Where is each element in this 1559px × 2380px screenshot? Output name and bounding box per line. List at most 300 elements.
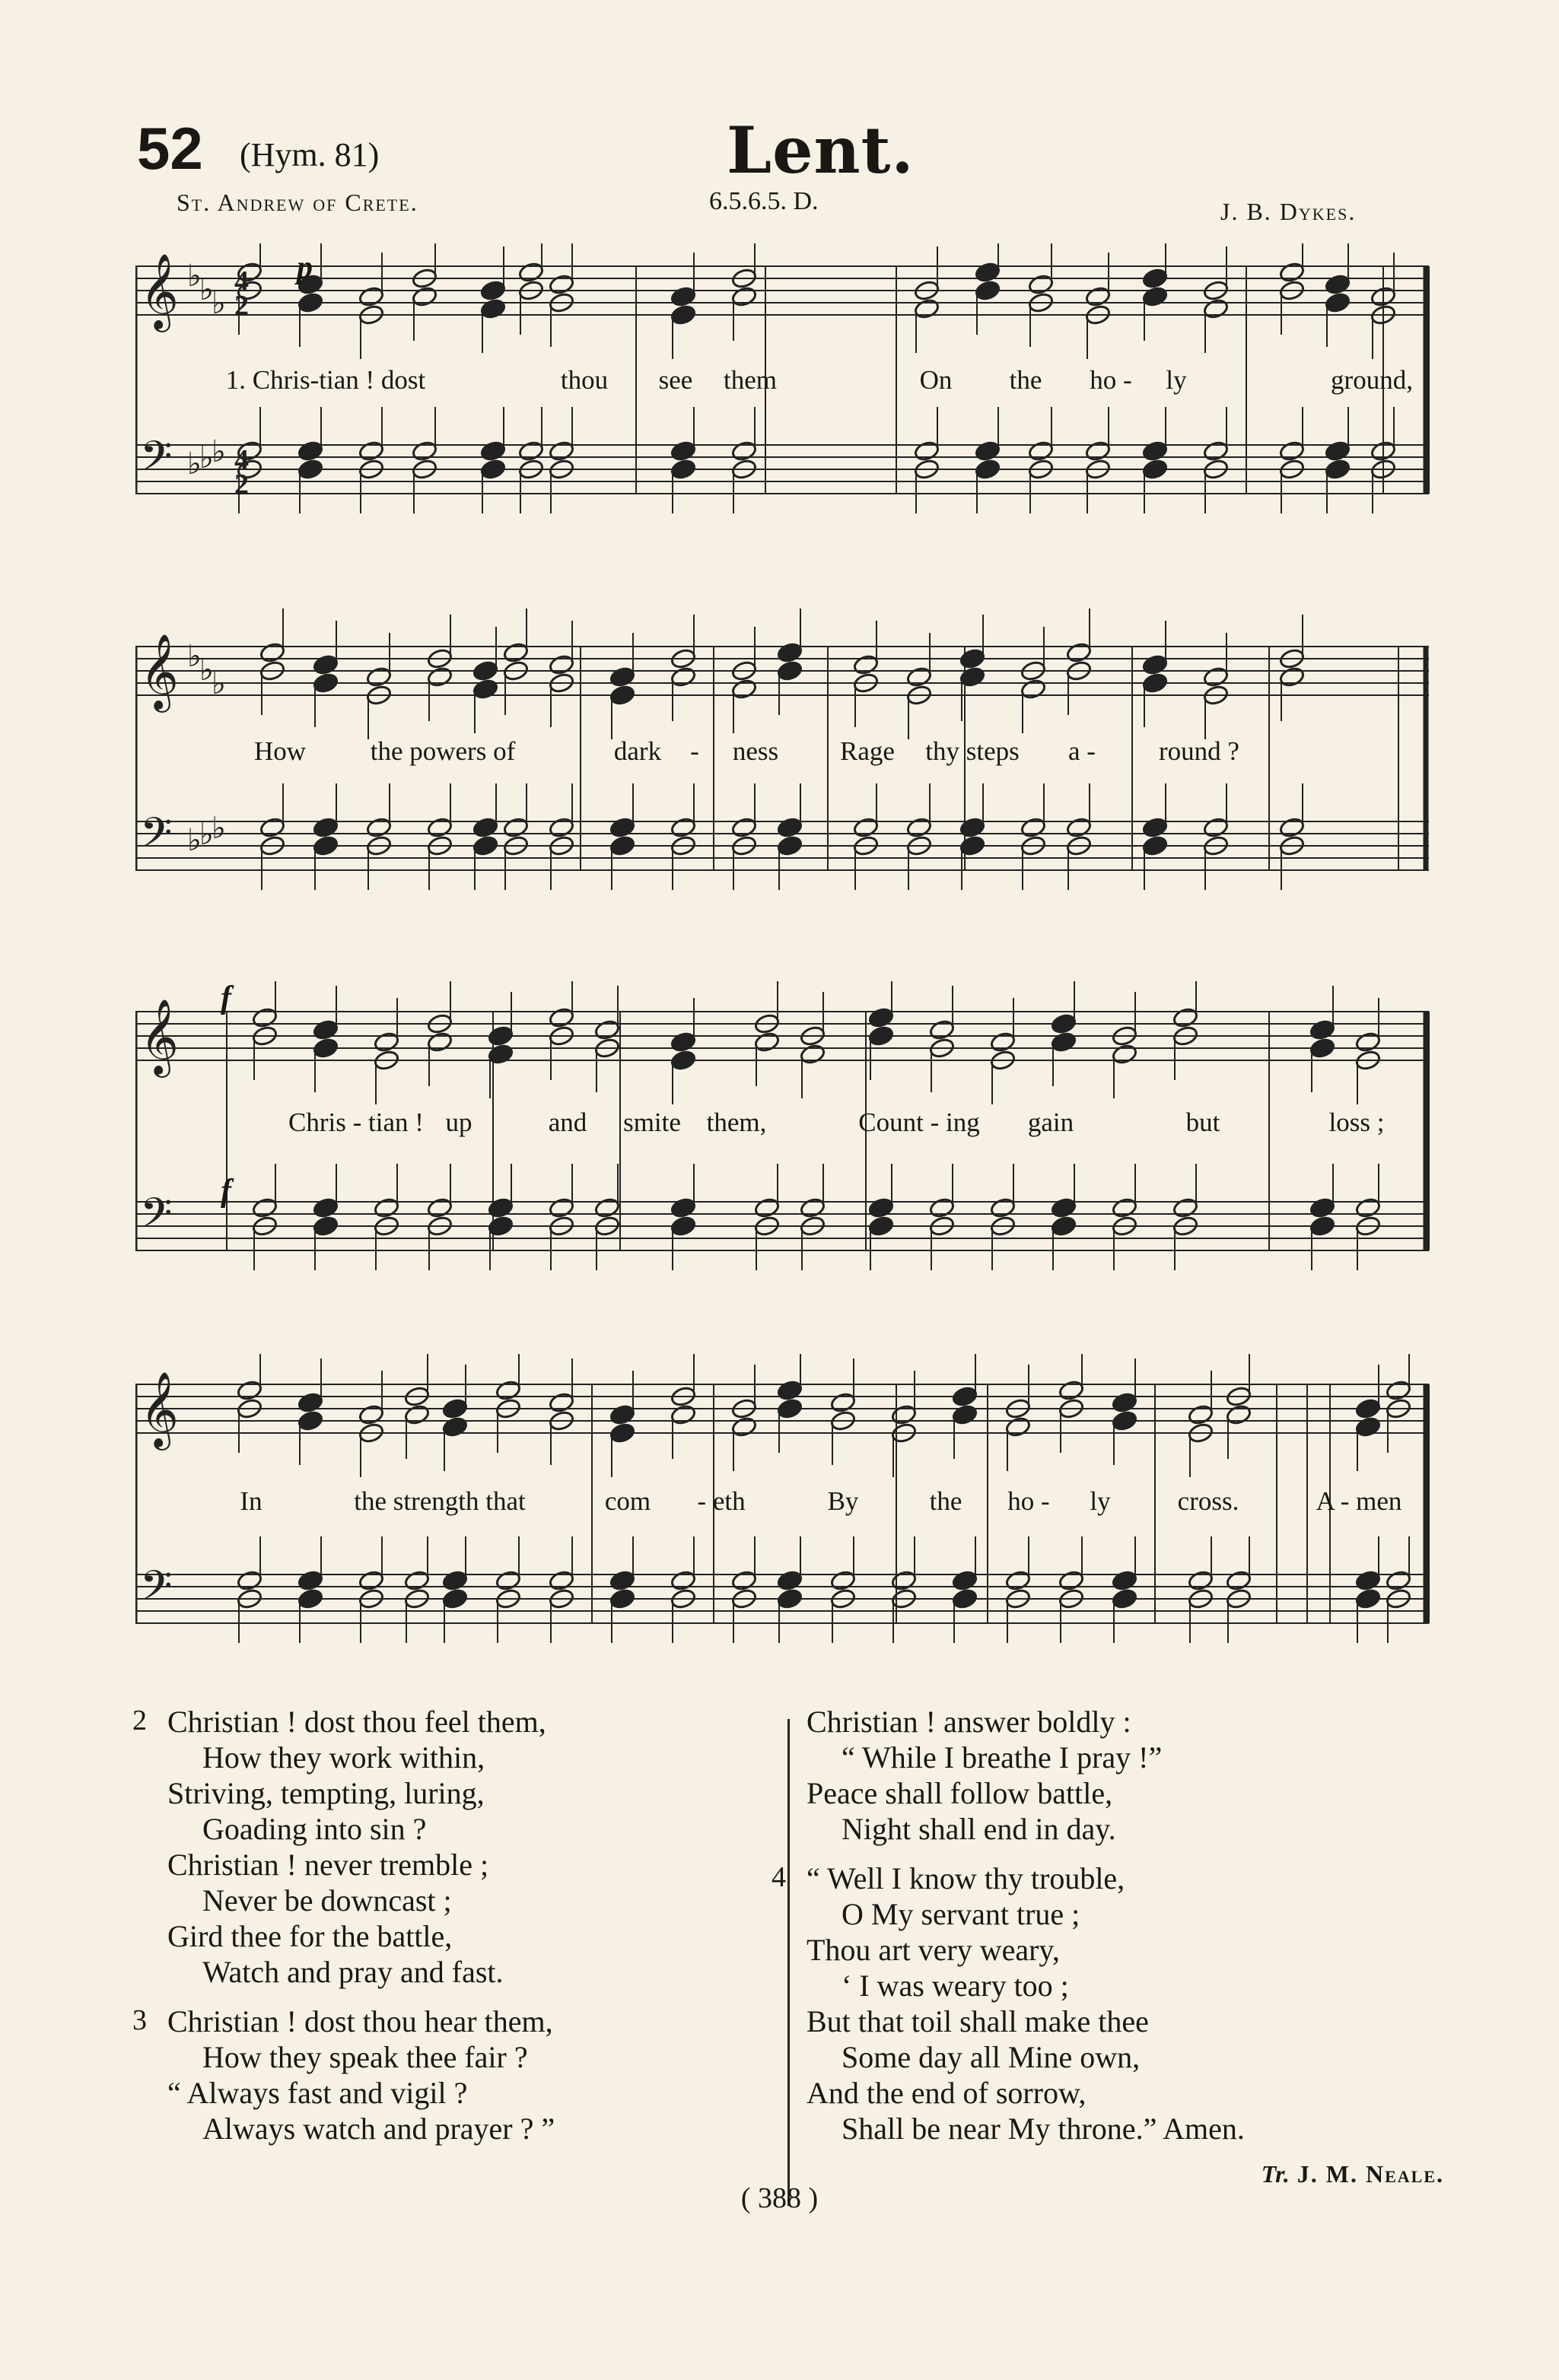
lyric-syllable: ground,	[1331, 365, 1413, 395]
note-head	[472, 816, 498, 838]
note-head	[1141, 672, 1168, 694]
lyric-syllable: smite	[623, 1107, 681, 1137]
note-head	[913, 440, 940, 462]
note-head	[753, 1196, 780, 1219]
note-head	[1202, 666, 1229, 688]
lyric-syllable: round ?	[1159, 736, 1239, 766]
note-head	[1111, 1391, 1137, 1413]
note-head	[609, 1403, 635, 1425]
verse-line: Christian ! dost thou hear them,	[167, 2004, 553, 2038]
note-head	[593, 1018, 620, 1041]
note-head	[297, 291, 323, 313]
lyric-syllable: com	[604, 1486, 651, 1516]
composer: J. B. Dykes.	[1220, 198, 1357, 225]
lyric-syllable: gain	[1027, 1107, 1074, 1137]
note-head	[297, 1409, 323, 1431]
note-head	[479, 440, 506, 462]
treble-clef-icon: 𝄞	[140, 634, 179, 710]
verse-line: But that toil shall make thee	[807, 2004, 1149, 2038]
dynamic-marking: f	[221, 1174, 231, 1209]
bass-clef-icon: 𝄢	[140, 809, 173, 867]
note-head	[1225, 1569, 1252, 1591]
bass-clef-icon: 𝄢	[140, 432, 173, 491]
note-head	[1027, 440, 1054, 462]
note-head	[1225, 1403, 1252, 1425]
stanza	[807, 1704, 1453, 1847]
note-head	[495, 1379, 521, 1401]
note-head	[799, 1196, 826, 1219]
note-head	[312, 834, 339, 856]
note-head	[1354, 1569, 1381, 1591]
lyric-syllable: cross.	[1177, 1486, 1239, 1516]
tune-name: St. Andrew of Crete.	[177, 189, 418, 216]
note-head	[548, 653, 574, 675]
lyric-syllable: a -	[1068, 736, 1096, 766]
stanza	[132, 2003, 768, 2146]
note-head	[1065, 816, 1092, 838]
lyric-syllable: - eth	[697, 1486, 746, 1516]
flat-sign-icon: ♭	[212, 434, 226, 469]
note-head	[1004, 1569, 1031, 1591]
lyric-syllable: 1. Chris-tian ! dost	[225, 365, 426, 395]
note-head	[905, 816, 932, 838]
lyric-syllable: the	[929, 1486, 962, 1516]
note-head	[1111, 1043, 1137, 1065]
note-head	[776, 1397, 803, 1419]
verse-number: 4	[772, 1861, 786, 1893]
verse-line: Shall be near My throne.” Amen.	[842, 2111, 1245, 2146]
time-signature-top: 4	[234, 444, 249, 476]
note-head	[951, 1587, 978, 1609]
note-head	[974, 261, 1001, 283]
verse-line: Christian ! dost thou feel them,	[167, 1705, 546, 1739]
lyric-line-4	[135, 1486, 1444, 1523]
lyric-line-3	[135, 1107, 1444, 1144]
music-system-4	[135, 1354, 1444, 1673]
note-head	[1278, 666, 1305, 688]
note-head	[487, 1025, 514, 1047]
note-head	[730, 816, 757, 838]
lyric-syllable: the	[1009, 365, 1042, 395]
note-head	[730, 1569, 757, 1591]
note-head	[1111, 1569, 1137, 1591]
time-signature-bottom: 2	[234, 469, 249, 500]
note-head	[236, 1569, 262, 1591]
flat-sign-icon: ♭	[212, 286, 226, 321]
note-head	[1141, 285, 1168, 307]
note-head	[959, 834, 985, 856]
note-head	[913, 297, 940, 319]
note-head	[259, 641, 285, 663]
note-head	[776, 1569, 803, 1591]
meter: 6.5.6.5. D.	[709, 187, 819, 215]
note-head	[753, 1031, 780, 1053]
note-head	[1354, 1587, 1381, 1609]
lyric-syllable: -	[690, 736, 699, 766]
note-head	[479, 297, 506, 319]
translator-prefix: Tr.	[1261, 2160, 1290, 2188]
flat-sign-icon: ♭	[199, 272, 214, 307]
note-head	[548, 1391, 574, 1413]
note-head	[1354, 1031, 1381, 1053]
note-head	[487, 1196, 514, 1219]
note-head	[989, 1196, 1016, 1219]
note-head	[670, 1403, 696, 1425]
note-head	[251, 1006, 278, 1028]
note-head	[297, 1587, 323, 1609]
flat-sign-icon: ♭	[187, 639, 202, 674]
stanza	[132, 1704, 768, 1990]
note-head	[1354, 1196, 1381, 1219]
note-head	[1050, 1215, 1077, 1237]
note-head	[1141, 440, 1168, 462]
note-head	[1309, 1196, 1335, 1219]
verse-line: Night shall end in day.	[842, 1812, 1116, 1846]
note-head	[730, 1416, 757, 1438]
note-head	[365, 666, 392, 688]
note-head	[1141, 834, 1168, 856]
verse-line: Christian ! answer boldly :	[807, 1705, 1131, 1739]
note-head	[609, 834, 635, 856]
note-head	[251, 1196, 278, 1219]
lyric-syllable: ho -	[1090, 365, 1132, 395]
lyric-syllable: thou	[560, 365, 609, 395]
note-head	[670, 1031, 696, 1053]
note-head	[867, 1006, 894, 1028]
note-head	[1324, 273, 1351, 295]
note-head	[517, 261, 544, 283]
note-head	[441, 1397, 468, 1419]
hymn-number: 52	[137, 115, 203, 182]
flat-sign-icon: ♭	[187, 446, 202, 481]
note-head	[1324, 458, 1351, 480]
note-head	[670, 1569, 696, 1591]
note-head	[959, 816, 985, 838]
translator-name: J. M. Neale.	[1289, 2160, 1444, 2188]
lyric-syllable: the strength that	[354, 1486, 526, 1516]
note-head	[358, 1403, 384, 1425]
note-head	[297, 1569, 323, 1591]
note-head	[905, 666, 932, 688]
note-head	[867, 1215, 894, 1237]
lyric-syllable: Chris - tian !	[288, 1107, 424, 1137]
note-head	[951, 1403, 978, 1425]
note-head	[670, 440, 696, 462]
note-head	[297, 440, 323, 462]
note-head	[1187, 1569, 1214, 1591]
note-head	[517, 440, 544, 462]
lyric-syllable: ly	[1090, 1486, 1111, 1516]
note-head	[670, 458, 696, 480]
note-head	[1065, 641, 1092, 663]
verse-line: Thou art very weary,	[807, 1933, 1060, 1967]
note-head	[1004, 1416, 1031, 1438]
stanza	[772, 1860, 1453, 2146]
note-head	[974, 279, 1001, 301]
note-head	[472, 834, 498, 856]
flat-sign-icon: ♭	[187, 823, 202, 858]
note-head	[1324, 291, 1351, 313]
note-head	[951, 1385, 978, 1407]
lyric-syllable: thy steps	[925, 736, 1020, 766]
lyric-syllable: up	[445, 1107, 472, 1137]
lyric-syllable: loss ;	[1328, 1107, 1385, 1137]
note-head	[1111, 1409, 1137, 1431]
dynamic-marking: p	[297, 250, 313, 285]
verse-line: “ Well I know thy trouble,	[807, 1861, 1125, 1895]
note-head	[312, 816, 339, 838]
note-head	[312, 1196, 339, 1219]
flat-sign-icon: ♭	[199, 817, 214, 852]
verses-right-column	[772, 1704, 1453, 2188]
treble-clef-icon: 𝄞	[140, 999, 179, 1075]
lyric-line-2	[135, 736, 1444, 773]
note-head	[403, 1569, 430, 1591]
note-head	[959, 647, 985, 669]
note-head	[670, 666, 696, 688]
note-head	[730, 285, 757, 307]
note-head	[890, 1403, 917, 1425]
music-system-3	[135, 981, 1444, 1301]
lyric-syllable: them	[724, 365, 777, 395]
note-head	[951, 1569, 978, 1591]
verse-line: Some day all Mine own,	[842, 2040, 1141, 2074]
note-head	[776, 641, 803, 663]
note-head	[472, 659, 498, 682]
flat-sign-icon: ♭	[212, 811, 226, 846]
note-head	[974, 458, 1001, 480]
hymn-reference: (Hym. 81)	[240, 136, 380, 173]
note-head	[479, 458, 506, 480]
note-head	[670, 1049, 696, 1071]
lyric-syllable: and	[548, 1107, 587, 1137]
column-divider	[787, 1719, 790, 2206]
flat-sign-icon: ♭	[212, 666, 226, 701]
lyric-syllable: By	[827, 1486, 859, 1516]
note-head	[852, 653, 879, 675]
note-head	[548, 816, 574, 838]
note-head	[548, 440, 574, 462]
note-head	[959, 666, 985, 688]
note-head	[593, 1196, 620, 1219]
treble-clef-icon: 𝄞	[140, 253, 179, 329]
note-head	[1141, 816, 1168, 838]
note-head	[472, 678, 498, 700]
note-head	[358, 1569, 384, 1591]
note-head	[609, 684, 635, 706]
note-head	[670, 303, 696, 326]
note-head	[373, 1031, 399, 1053]
verse-line: How they speak thee fair ?	[202, 2040, 528, 2074]
note-head	[1309, 1215, 1335, 1237]
note-head	[1172, 1196, 1198, 1219]
note-head	[426, 816, 453, 838]
time-signature-top: 4	[234, 265, 249, 297]
verse-line: “ While I breathe I pray !”	[842, 1740, 1163, 1775]
note-head	[441, 1416, 468, 1438]
verse-line: Watch and pray and fast.	[202, 1955, 504, 1989]
note-head	[1202, 440, 1229, 462]
verse-line: Striving, tempting, luring,	[167, 1776, 485, 1810]
note-head	[1187, 1403, 1214, 1425]
note-head	[670, 1196, 696, 1219]
note-head	[776, 659, 803, 682]
time-signature-bottom: 2	[234, 290, 249, 322]
note-head	[1278, 440, 1305, 462]
note-head	[730, 440, 757, 462]
note-head	[670, 816, 696, 838]
lyric-line-1	[135, 365, 1444, 402]
note-head	[776, 1379, 803, 1401]
verse-number: 3	[132, 2004, 147, 2036]
bass-clef-icon: 𝄢	[140, 1562, 173, 1620]
note-head	[441, 1587, 468, 1609]
note-head	[548, 273, 574, 295]
note-head	[1141, 458, 1168, 480]
note-head	[609, 1569, 635, 1591]
verse-line: Gird thee for the battle,	[167, 1919, 453, 1953]
note-head	[890, 1569, 917, 1591]
note-head	[259, 816, 285, 838]
music-system-2	[135, 609, 1444, 928]
note-head	[1385, 1569, 1411, 1591]
note-head	[479, 279, 506, 301]
music-system-1	[135, 243, 1444, 548]
note-head	[1309, 1018, 1335, 1041]
verses	[0, 1704, 1559, 2206]
note-head	[1111, 1587, 1137, 1609]
note-head	[426, 1031, 453, 1053]
lyric-syllable: ly	[1166, 365, 1187, 395]
lyric-syllable: ness	[732, 736, 779, 766]
lyric-syllable: In	[240, 1486, 262, 1516]
verse-line: Always watch and prayer ? ”	[202, 2111, 555, 2146]
note-head	[609, 1422, 635, 1444]
lyric-syllable: How	[253, 736, 307, 766]
note-head	[312, 672, 339, 694]
note-head	[487, 1043, 514, 1065]
note-head	[548, 1006, 574, 1028]
note-head	[548, 1196, 574, 1219]
season-title: Lent.	[727, 113, 915, 188]
verses-left-column	[132, 1704, 768, 2160]
page-number: ( 388 )	[740, 2182, 819, 2214]
note-head	[867, 1196, 894, 1219]
note-head	[1202, 297, 1229, 319]
note-head	[928, 1018, 955, 1041]
verse-line: Peace shall follow battle,	[807, 1776, 1113, 1810]
note-head	[502, 816, 529, 838]
note-head	[312, 653, 339, 675]
lyric-syllable: them,	[706, 1107, 767, 1137]
note-head	[426, 666, 453, 688]
verse-line: How they work within,	[202, 1740, 485, 1775]
note-head	[1050, 1012, 1077, 1034]
note-head	[1084, 440, 1111, 462]
note-head	[1278, 261, 1305, 283]
note-head	[1354, 1416, 1381, 1438]
note-head	[1324, 440, 1351, 462]
note-head	[1354, 1397, 1381, 1419]
verse-line: “ Always fast and vigil ?	[167, 2076, 468, 2110]
note-head	[1050, 1031, 1077, 1053]
note-head	[403, 1403, 430, 1425]
lyric-syllable: Rage	[840, 736, 895, 766]
note-head	[852, 816, 879, 838]
note-head	[609, 666, 635, 688]
note-head	[867, 1025, 894, 1047]
note-head	[495, 1569, 521, 1591]
note-head	[312, 1215, 339, 1237]
note-head	[989, 1031, 1016, 1053]
verse-line: Never be downcast ;	[202, 1883, 452, 1918]
lyric-syllable: Count - ing	[858, 1107, 980, 1137]
note-head	[1141, 653, 1168, 675]
flat-sign-icon: ♭	[199, 653, 214, 688]
note-head	[426, 1196, 453, 1219]
treble-clef-icon: 𝄞	[140, 1371, 179, 1447]
note-head	[1202, 816, 1229, 838]
note-head	[1111, 1196, 1137, 1219]
verse-line: Goading into sin ?	[202, 1812, 427, 1846]
note-head	[297, 458, 323, 480]
note-head	[1058, 1569, 1084, 1591]
note-head	[1172, 1006, 1198, 1028]
note-head	[776, 834, 803, 856]
lyric-syllable: dark	[613, 736, 662, 766]
verse-line: And the end of sorrow,	[807, 2076, 1087, 2110]
verse-number: 2	[132, 1705, 147, 1737]
verse-line: ‘ I was weary too ;	[842, 1969, 1069, 2003]
note-head	[502, 641, 529, 663]
note-head	[730, 678, 757, 700]
lyric-syllable: the powers of	[370, 736, 516, 766]
note-head	[1309, 1037, 1335, 1059]
verse-line: Christian ! never tremble ;	[167, 1848, 489, 1882]
lyric-syllable: ho -	[1007, 1486, 1050, 1516]
note-head	[358, 285, 384, 307]
note-head	[974, 440, 1001, 462]
lyric-syllable: but	[1185, 1107, 1220, 1137]
note-head	[1020, 678, 1046, 700]
note-head	[1027, 273, 1054, 295]
note-head	[548, 1569, 574, 1591]
note-head	[609, 816, 635, 838]
note-head	[365, 816, 392, 838]
note-head	[670, 1215, 696, 1237]
note-head	[312, 1018, 339, 1041]
note-head	[670, 285, 696, 307]
note-head	[411, 440, 437, 462]
dynamic-marking: f	[221, 980, 231, 1015]
note-head	[312, 1037, 339, 1059]
note-head	[1058, 1379, 1084, 1401]
note-head	[1084, 285, 1111, 307]
note-head	[829, 1391, 856, 1413]
note-head	[1020, 816, 1046, 838]
note-head	[236, 1379, 262, 1401]
note-head	[928, 1196, 955, 1219]
note-head	[441, 1569, 468, 1591]
flat-sign-icon: ♭	[199, 440, 214, 475]
note-head	[1278, 816, 1305, 838]
note-head	[799, 1043, 826, 1065]
note-head	[776, 816, 803, 838]
note-head	[1050, 1196, 1077, 1219]
lyric-syllable: On	[919, 365, 953, 395]
verse-line: O My servant true ;	[842, 1897, 1080, 1931]
note-head	[487, 1215, 514, 1237]
